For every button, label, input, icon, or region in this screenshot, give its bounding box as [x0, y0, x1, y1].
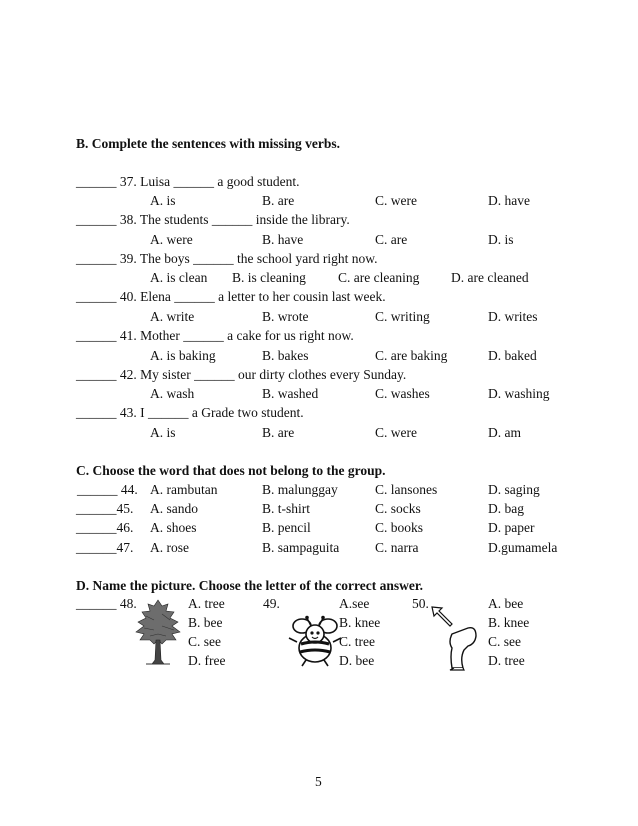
- option-48-c: C. see: [188, 634, 221, 649]
- page-number: 5: [315, 774, 322, 789]
- option-43-c: C. were: [375, 425, 417, 440]
- option-40-a: A. write: [150, 309, 195, 324]
- question-38: ______ 38. The students ______ inside the library.: [76, 212, 350, 227]
- option-38-c: C. are: [375, 232, 408, 247]
- option-46-a: A. shoes: [150, 520, 197, 535]
- option-47-b: B. sampaguita: [262, 540, 340, 555]
- section-b-title: B. Complete the sentences with missing verbs.: [76, 136, 340, 151]
- option-42-c: C. washes: [375, 386, 430, 401]
- option-46-d: D. paper: [488, 520, 535, 535]
- question-48: ______ 48.: [76, 596, 137, 611]
- option-50-c: C. see: [488, 634, 521, 649]
- option-49-a: A.see: [339, 596, 370, 611]
- option-45-a: A. sando: [150, 501, 198, 516]
- question-39: ______ 39. The boys ______ the school yard right now.: [76, 251, 378, 266]
- option-44-d: D. saging: [488, 482, 540, 497]
- option-43-b: B. are: [262, 425, 295, 440]
- question-50: 50.: [412, 596, 429, 611]
- option-41-b: B. bakes: [262, 348, 309, 363]
- option-38-a: A. were: [150, 232, 193, 247]
- question-43: ______ 43. I ______ a Grade two student.: [76, 405, 304, 420]
- knee-icon: [430, 604, 480, 672]
- option-50-a: A. bee: [488, 596, 524, 611]
- option-46-c: C. books: [375, 520, 424, 535]
- option-37-a: A. is: [150, 193, 176, 208]
- question-46: ______46.: [76, 520, 134, 535]
- option-41-c: C. are baking: [375, 348, 448, 363]
- option-47-a: A. rose: [150, 540, 189, 555]
- option-44-a: A. rambutan: [150, 482, 218, 497]
- option-44-b: B. malunggay: [262, 482, 338, 497]
- option-43-d: D. am: [488, 425, 521, 440]
- option-41-d: D. baked: [488, 348, 537, 363]
- option-47-c: C. narra: [375, 540, 419, 555]
- option-50-b: B. knee: [488, 615, 530, 630]
- tree-icon: [132, 596, 184, 666]
- option-44-c: C. lansones: [375, 482, 438, 497]
- option-47-d: D.gumamela: [488, 540, 558, 555]
- option-49-b: B. knee: [339, 615, 381, 630]
- option-45-b: B. t-shirt: [262, 501, 311, 516]
- option-38-b: B. have: [262, 232, 304, 247]
- question-49: 49.: [263, 596, 280, 611]
- option-39-c: C. are cleaning: [338, 270, 420, 285]
- option-42-a: A. wash: [150, 386, 195, 401]
- option-45-d: D. bag: [488, 501, 524, 516]
- question-42: ______ 42. My sister ______ our dirty clothes every Sunday.: [76, 367, 407, 382]
- option-42-b: B. washed: [262, 386, 319, 401]
- question-40: ______ 40. Elena ______ a letter to her cousin last week.: [76, 289, 386, 304]
- question-37: ______ 37. Luisa ______ a good student.: [76, 174, 300, 189]
- option-46-b: B. pencil: [262, 520, 311, 535]
- section-d-title: D. Name the picture. Choose the letter of the correct answer.: [76, 578, 424, 593]
- option-38-d: D. is: [488, 232, 514, 247]
- option-39-d: D. are cleaned: [451, 270, 529, 285]
- option-48-d: D. free: [188, 653, 226, 668]
- option-43-a: A. is: [150, 425, 176, 440]
- option-40-c: C. writing: [375, 309, 430, 324]
- question-47: ______47.: [76, 540, 134, 555]
- option-39-b: B. is cleaning: [232, 270, 306, 285]
- option-42-d: D. washing: [488, 386, 550, 401]
- option-49-c: C. tree: [339, 634, 375, 649]
- option-49-d: D. bee: [339, 653, 375, 668]
- option-41-a: A. is baking: [150, 348, 216, 363]
- question-44: ______ 44.: [77, 482, 138, 497]
- option-48-b: B. bee: [188, 615, 223, 630]
- option-40-b: B. wrote: [262, 309, 309, 324]
- option-37-b: B. are: [262, 193, 295, 208]
- option-39-a: A. is clean: [150, 270, 208, 285]
- option-45-c: C. socks: [375, 501, 421, 516]
- question-41: ______ 41. Mother ______ a cake for us right now.: [76, 328, 354, 343]
- section-c-title: C. Choose the word that does not belong to the group.: [76, 463, 386, 478]
- option-37-c: C. were: [375, 193, 417, 208]
- option-50-d: D. tree: [488, 653, 525, 668]
- option-40-d: D. writes: [488, 309, 538, 324]
- question-45: ______45.: [76, 501, 134, 516]
- bee-icon: [284, 614, 346, 668]
- option-37-d: D. have: [488, 193, 530, 208]
- option-48-a: A. tree: [188, 596, 225, 611]
